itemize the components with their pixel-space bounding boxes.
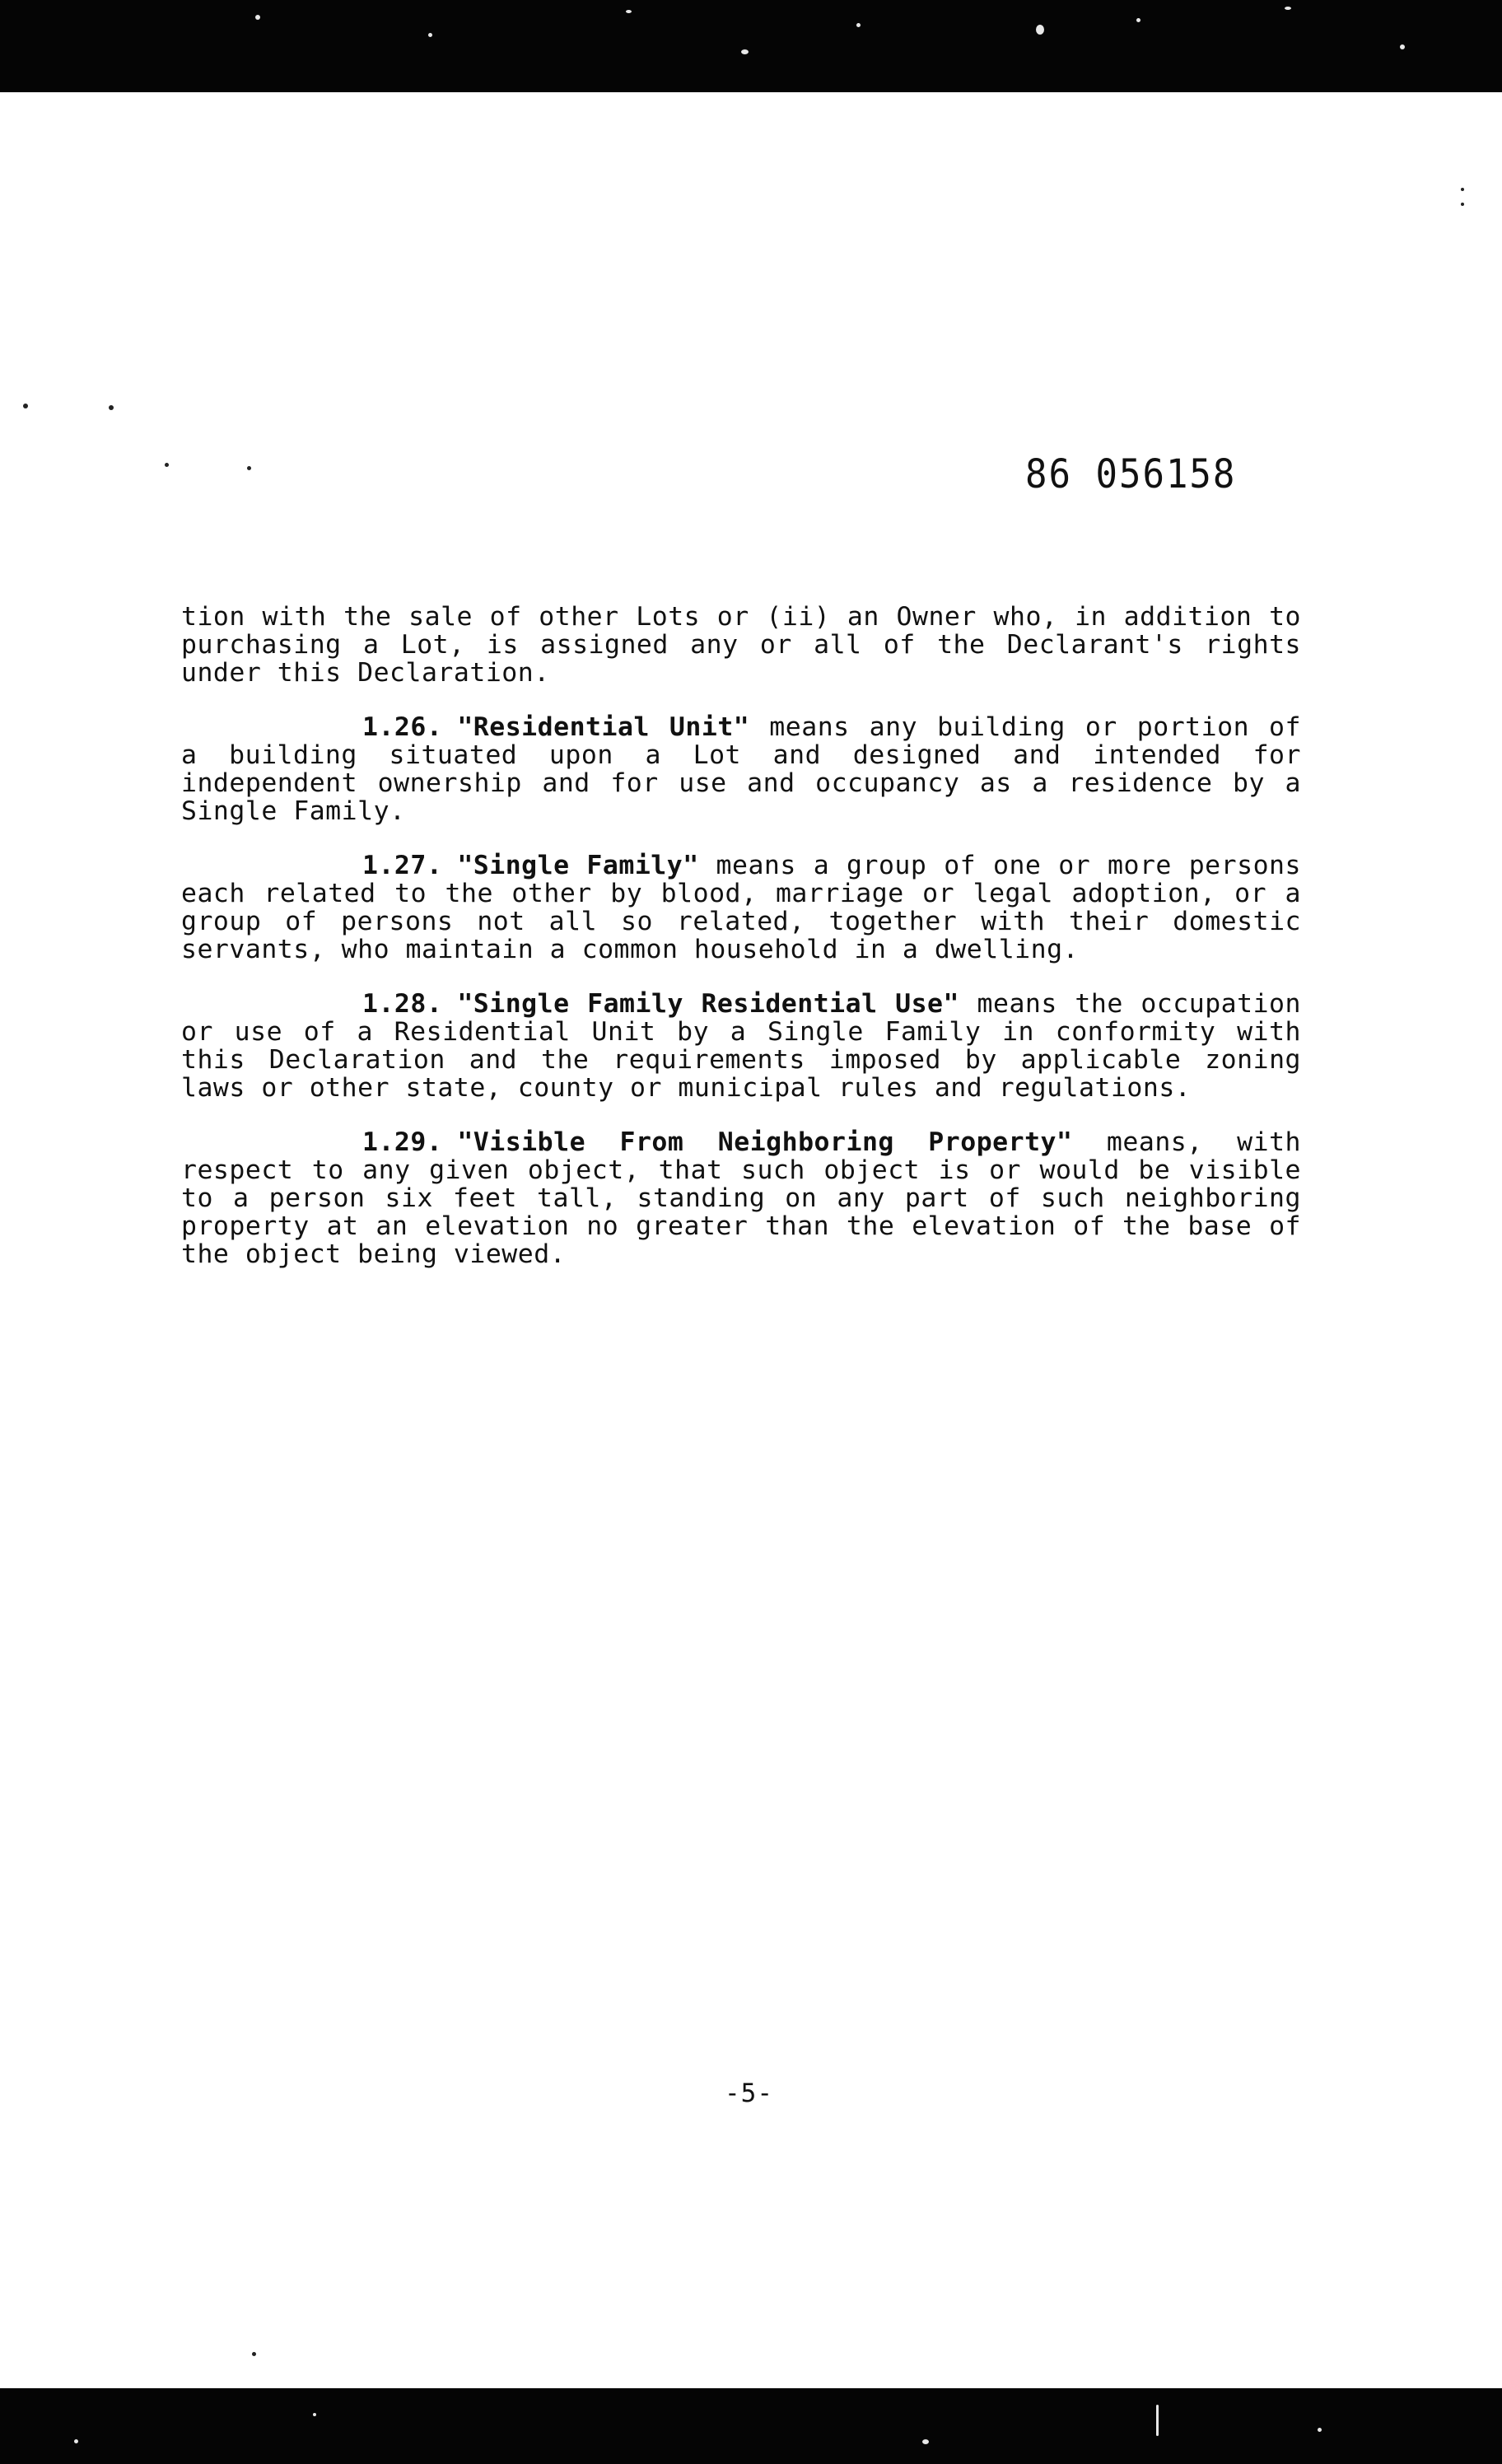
- paragraph-1-28: [181, 990, 1301, 1102]
- page-number: -5-: [725, 2079, 773, 2108]
- paragraph-text: means a group of one or more persons each related to the other by blood, marriage or legal adoption, or a group of persons not all so related, together with their domestic servants, who maintain a common household in a dwelling.: [181, 851, 1301, 964]
- paragraph-1-26: [181, 713, 1301, 825]
- scan-speck: [255, 15, 260, 20]
- document-body: [181, 603, 1301, 1295]
- paragraph-1-27: [181, 852, 1301, 964]
- defined-term: "Visible From Neighboring Property": [457, 1127, 1073, 1157]
- scan-speck: [856, 23, 861, 27]
- scan-speck: [247, 466, 251, 470]
- scan-speck: [74, 2439, 78, 2443]
- scan-speck: [109, 405, 114, 410]
- scan-speck: [1461, 188, 1464, 191]
- scan-speck: [165, 463, 169, 467]
- defined-term: "Single Family": [457, 851, 699, 880]
- scan-speck: [1136, 18, 1140, 22]
- section-number: 1.29.: [362, 1127, 443, 1157]
- paragraph-continuation: [181, 603, 1301, 687]
- recording-number: 86 056158: [1025, 451, 1237, 498]
- scan-speck: [922, 2439, 929, 2444]
- paragraph-text: tion with the sale of other Lots or (ii) an Owner who, in addition to purchasing a Lot, is assigned any or all of the Declarant's rights under this Declaration.: [181, 602, 1301, 688]
- scan-speck: [1461, 203, 1464, 206]
- scan-speck: [428, 33, 432, 37]
- paragraph-text: means the occupation or use of a Residential Unit by a Single Family in conformity with this Declaration and the requirements imposed by applicable zoning laws or other state, county or municipal rules and regulations.: [181, 989, 1301, 1103]
- scan-speck: [313, 2413, 316, 2416]
- scan-speck: [23, 404, 28, 408]
- scan-border-top: [0, 0, 1502, 92]
- section-number: 1.28.: [362, 989, 443, 1019]
- section-number: 1.26.: [362, 712, 443, 742]
- section-number: 1.27.: [362, 851, 443, 880]
- scan-border-bottom: [0, 2388, 1502, 2464]
- defined-term: "Single Family Residential Use": [457, 989, 959, 1019]
- scan-speck: [1318, 2428, 1322, 2432]
- paragraph-text: means any building or portion of a building situated upon a Lot and designed and intended for independent ownership and for use and occupancy as a residence by a Single Family.: [181, 712, 1301, 826]
- scan-speck: [1285, 7, 1291, 10]
- scan-speck: [1036, 25, 1044, 35]
- defined-term: "Residential Unit": [457, 712, 750, 742]
- scan-speck: [252, 2352, 256, 2356]
- scan-speck: [1400, 44, 1405, 49]
- scan-speck: [1156, 2405, 1159, 2436]
- paragraph-1-29: [181, 1128, 1301, 1268]
- scan-speck: [741, 49, 749, 54]
- paragraph-text: means, with respect to any given object, that such object is or would be visible to a person six feet tall, standing on any part of such neighboring property at an elevation no greater than the elevation of the base of the object being viewed.: [181, 1127, 1302, 1269]
- scan-speck: [626, 10, 632, 13]
